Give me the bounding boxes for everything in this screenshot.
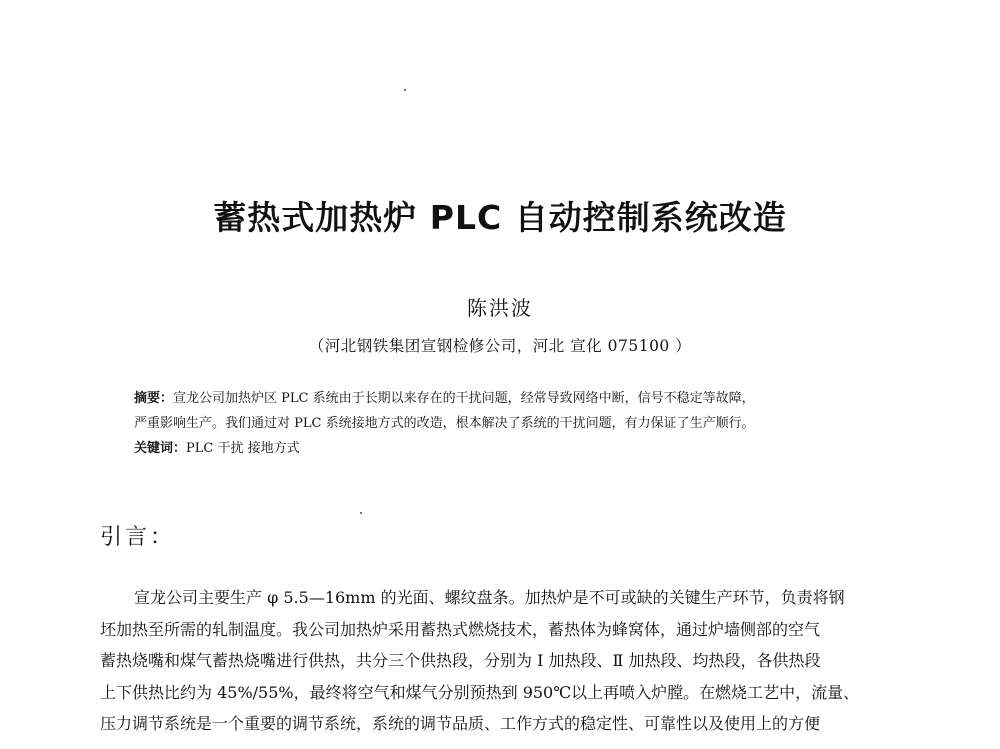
body-paragraph — [100, 582, 918, 740]
abstract-text: 宣龙公司加热炉区 PLC 系统由于长期以来存在的干扰问题，经常导致网络中断，信号不稳定等故障， — [173, 391, 755, 406]
paper-affiliation: （河北钢铁集团宣钢检修公司，河北 宣化 075100 ） — [308, 337, 692, 355]
body-line: 宣龙公司主要生产 φ 5.5—16mm 的光面、螺纹盘条。加热炉是不可或缺的关键生产环节，负责将钢 — [134, 588, 845, 607]
keywords-text: PLC 干扰 接地方式 — [186, 441, 300, 456]
keywords-line — [134, 436, 894, 461]
section-heading-introduction: 引言： — [100, 525, 176, 550]
abstract-label: 摘要： — [134, 391, 174, 406]
body-line: 上下供热比约为 45%/55%，最终将空气和煤气分别预热到 950℃以上再喷入炉膛。在燃烧工艺中，流量、 — [100, 682, 860, 702]
body-line: 压力调节系统是一个重要的调节系统，系统的调节品质、工作方式的稳定性、可靠性以及使用上的方便 — [100, 714, 821, 733]
abstract-line — [134, 386, 894, 411]
paper-author: 陈洪波 — [467, 296, 533, 320]
paper-title: 蓄热式加热炉 PLC 自动控制系统改造 — [213, 198, 787, 237]
abstract-line: 严重影响生产。我们通过对 PLC 系统接地方式的改造，根本解决了系统的干扰问题，有力保证了生产顺行。 — [134, 416, 755, 431]
scan-speck — [360, 512, 362, 514]
body-line: 坯加热至所需的轧制温度。我公司加热炉采用蓄热式燃烧技术，蓄热体为蜂窝体，通过炉墙侧部的空气 — [100, 619, 821, 639]
body-line: 蓄热烧嘴和煤气蓄热烧嘴进行供热，共分三个供热段，分别为 Ⅰ 加热段、Ⅱ 加热段、均热段，各供热段 — [100, 651, 821, 670]
keywords-label: 关键词： — [134, 441, 187, 456]
scan-speck — [404, 89, 406, 91]
abstract-block — [134, 386, 894, 461]
